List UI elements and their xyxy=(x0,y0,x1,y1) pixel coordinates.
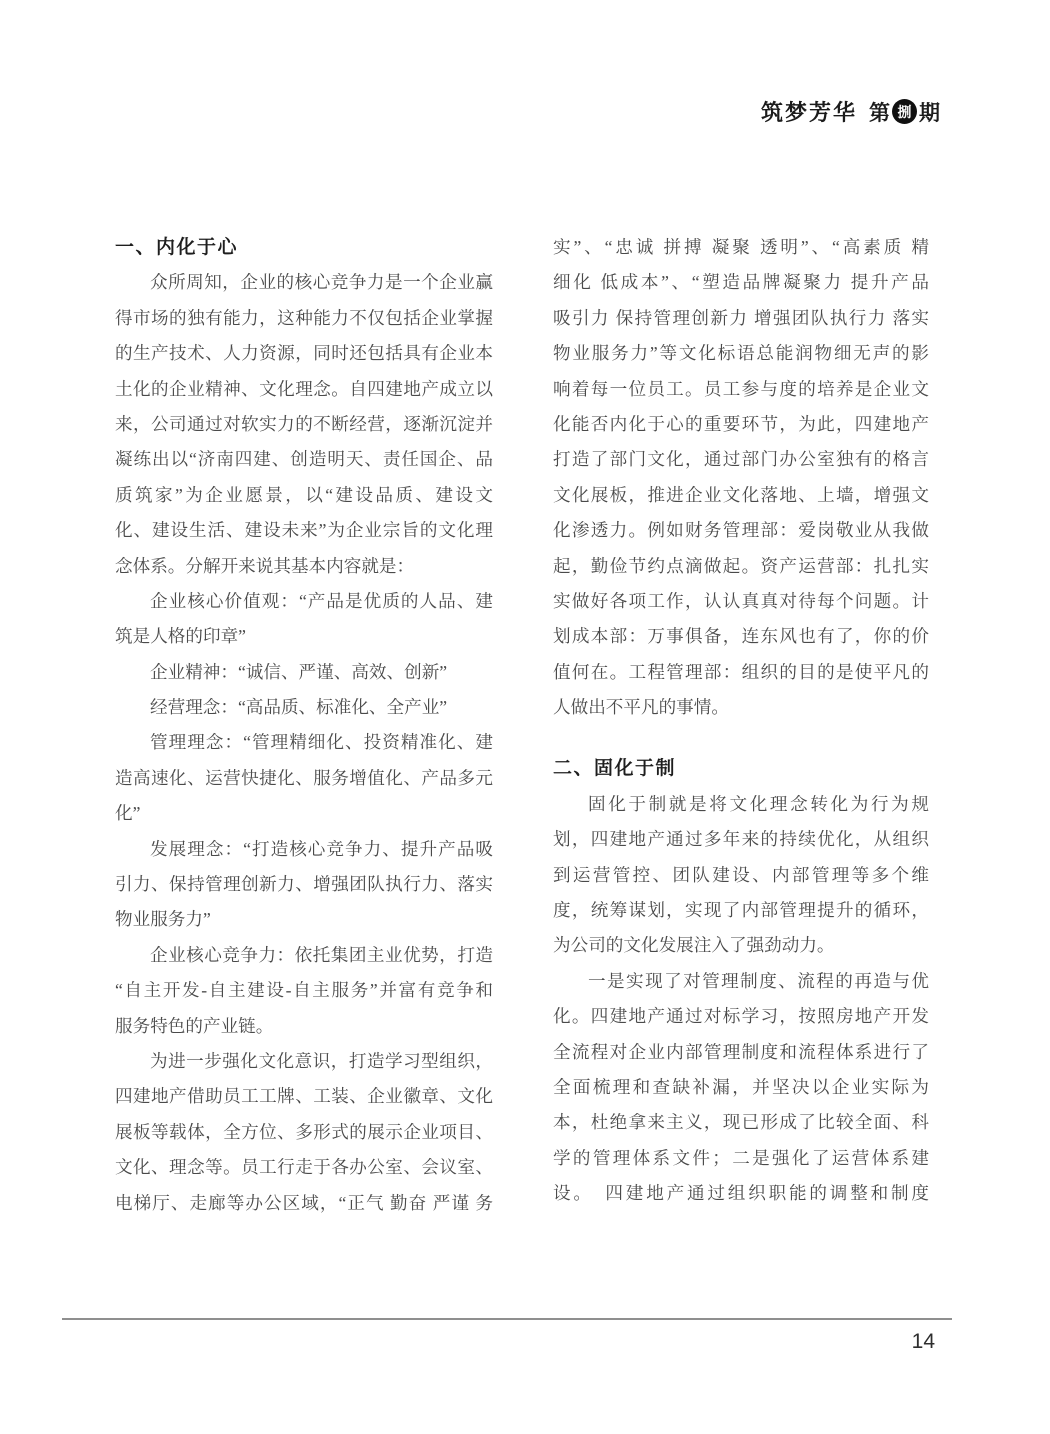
paragraph xyxy=(115,690,493,725)
text-line: 为公司的文化发展注入了强劲动力。 xyxy=(553,935,835,956)
text-line: 凝练出以“济南四建、创造明天、责任国企、品 xyxy=(115,449,493,470)
text-line: 固化于制就是将文化理念转化为行为规 xyxy=(588,793,929,814)
text-line: 全流程对企业内部管理制度和流程体系进行了 xyxy=(553,1041,929,1062)
text-line: 人做出不平凡的事情。 xyxy=(553,697,729,718)
text-line: 起，勤俭节约点滴做起。资产运营部：扎扎实 xyxy=(553,555,929,576)
text-line: 念体系。分解开来说其基本内容就是： xyxy=(115,555,415,576)
text-line: 经营理念：“高品质、标准化、全产业” xyxy=(150,697,448,718)
text-line: 质筑家”为企业愿景，以“建设品质、建设文 xyxy=(115,484,493,505)
text-line: 管理理念：“管理精细化、投资精准化、建 xyxy=(150,732,493,753)
text-line: 发展理念：“打造核心竞争力、提升产品吸 xyxy=(150,838,493,859)
magazine-title: 筑梦芳华 xyxy=(760,100,857,125)
right-column xyxy=(553,230,929,1221)
paragraph xyxy=(553,230,929,725)
paragraph xyxy=(115,584,493,655)
text-line: 引力、保持管理创新力、增强团队执行力、落实 xyxy=(115,874,493,895)
text-line: 物业服务力” xyxy=(115,909,211,930)
section-heading: 一、内化于心 xyxy=(115,237,239,258)
text-line: 本，杜绝拿来主义，现已形成了比较全面、科 xyxy=(553,1112,929,1133)
text-line: 化渗透力。例如财务管理部：爱岗敬业从我做 xyxy=(553,520,929,541)
issue-number-badge: 捌 xyxy=(892,99,917,124)
text-line: 细化 低成本”、“塑造品牌凝聚力 提升产品 xyxy=(553,272,929,293)
paragraph xyxy=(115,832,493,938)
text-line: 全面梳理和查缺补漏，并坚决以企业实际为 xyxy=(553,1076,929,1097)
text-line: 企业精神：“诚信、严谨、高效、创新” xyxy=(150,661,448,682)
text-line: 展板等载体，全方位、多形式的展示企业项目、 xyxy=(115,1121,493,1142)
text-line: 的生产技术、人力资源，同时还包括具有企业本 xyxy=(115,343,493,364)
text-line: 化、建设生活、建设未来”为企业宗旨的文化理 xyxy=(115,520,493,541)
text-line: 度，统筹谋划，实现了内部管理提升的循环， xyxy=(553,900,929,921)
page-header xyxy=(761,96,940,127)
paragraph xyxy=(115,725,493,831)
text-line: 化。四建地产通过对标学习，按照房地产开发 xyxy=(553,1006,929,1027)
text-line: 文化展板，推进企业文化落地、上墙，增强文 xyxy=(553,484,929,505)
footer-divider xyxy=(62,1318,952,1320)
paragraph xyxy=(115,265,493,584)
text-line: “自主开发-自主建设-自主服务”并富有竞争和 xyxy=(115,980,493,1001)
text-line: 企业核心竞争力：依托集团主业优势，打造 xyxy=(150,944,493,965)
text-line: 值何在。工程管理部：组织的目的是使平凡的 xyxy=(553,661,929,682)
text-line: 一是实现了对管理制度、流程的再造与优 xyxy=(588,970,929,991)
text-line: 实”、“忠诚 拼搏 凝聚 透明”、“高素质 精 xyxy=(553,237,929,257)
paragraph xyxy=(115,1044,493,1221)
text-line: 物业服务力”等文化标语总能润物细无声的影 xyxy=(553,343,929,364)
text-line: 响着每一位员工。员工参与度的培养是企业文 xyxy=(553,378,929,399)
paragraph xyxy=(553,787,929,964)
text-line: 来，公司通过对软实力的不断经营，逐渐沉淀并 xyxy=(115,413,493,434)
text-line: 实做好各项工作，认认真真对待每个问题。计 xyxy=(553,590,929,611)
text-line: 化能否内化于心的重要环节，为此，四建地产 xyxy=(553,413,929,434)
text-line: 打造了部门文化，通过部门办公室独有的格言 xyxy=(553,449,929,470)
text-line: 四建地产借助员工工牌、工装、企业徽章、文化 xyxy=(115,1086,493,1107)
text-line: 电梯厅、走廊等办公区域，“正气 勤奋 严谨 务 xyxy=(115,1192,493,1213)
paragraph xyxy=(115,938,493,1044)
text-line: 筑是人格的印章” xyxy=(115,626,246,647)
text-line: 吸引力 保持管理创新力 增强团队执行力 落实 xyxy=(553,307,929,328)
text-line: 企业核心价值观：“产品是优质的人品、建 xyxy=(150,590,493,611)
text-line: 造高速化、运营快捷化、服务增值化、产品多元 xyxy=(115,767,493,788)
text-line: 划，四建地产通过多年来的持续优化，从组织 xyxy=(553,829,929,850)
text-line: 学的管理体系文件；二是强化了运营体系建 xyxy=(553,1147,929,1168)
page-number: 14 xyxy=(911,1330,935,1353)
issue-suffix: 期 xyxy=(919,101,940,125)
text-line: 土化的企业精神、文化理念。自四建地产成立以 xyxy=(115,378,493,399)
text-line: 文化、理念等。员工行走于各办公室、会议室、 xyxy=(115,1157,493,1178)
text-line: 划成本部：万事俱备，连东风也有了，你的价 xyxy=(553,626,929,647)
left-column xyxy=(115,230,493,1221)
paragraph xyxy=(553,964,929,1212)
text-line: 到运营管控、团队建设、内部管理等多个维 xyxy=(553,864,929,885)
text-line: 众所周知，企业的核心竞争力是一个企业赢 xyxy=(150,272,493,293)
issue-label xyxy=(869,97,940,127)
text-line: 设。 四建地产通过组织职能的调整和制度 xyxy=(553,1183,929,1204)
text-line: 化” xyxy=(115,803,141,824)
issue-prefix: 第 xyxy=(869,101,890,125)
paragraph xyxy=(115,655,493,690)
text-line: 服务特色的产业链。 xyxy=(115,1015,274,1036)
text-line: 为进一步强化文化意识，打造学习型组织， xyxy=(150,1050,493,1071)
article-body xyxy=(115,230,929,1221)
text-line: 得市场的独有能力，这种能力不仅包括企业掌握 xyxy=(115,307,493,328)
section-heading: 二、固化于制 xyxy=(553,758,677,780)
